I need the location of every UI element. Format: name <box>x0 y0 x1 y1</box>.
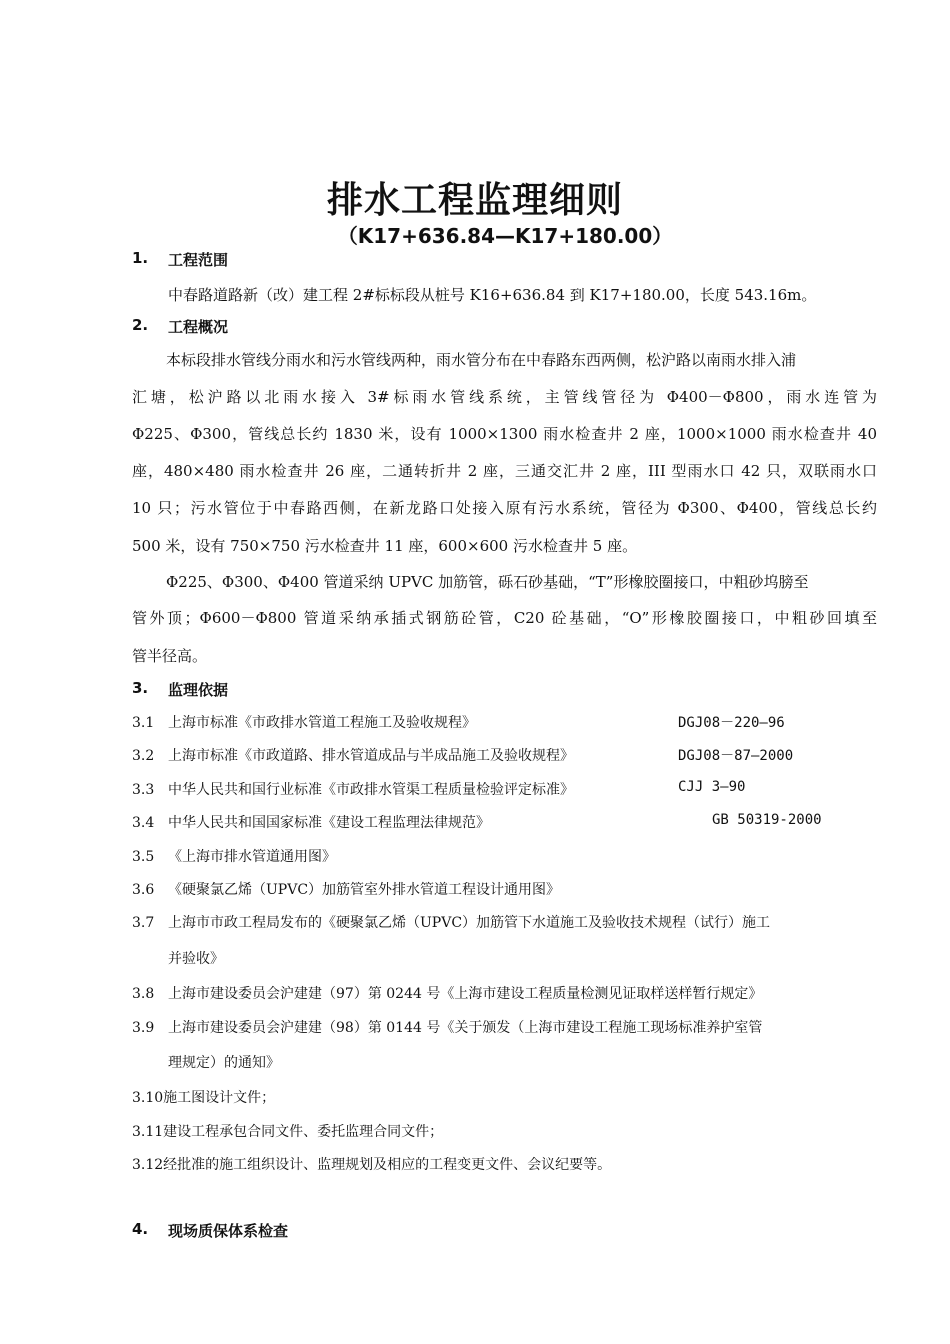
section-3-number: 3. <box>132 679 149 697</box>
overview-p1-line: 座，480×480 雨水检查井 26 座，二通转折井 2 座，三通交汇井 2 座，III 型雨水口 42 只，双联雨水口 <box>132 462 877 480</box>
reference-item <box>132 779 574 799</box>
reference-title: 建设工程承包合同文件、委托监理合同文件； <box>163 1124 444 1140</box>
overview-p1-line: 汇塘，松沪路以北雨水接入 3#标雨水管线系统，主管线管径为 Φ400－Φ800，雨水连管为 <box>132 388 877 406</box>
reference-item <box>132 1121 443 1141</box>
section-1-number: 1. <box>132 249 149 267</box>
reference-item <box>132 1017 762 1037</box>
reference-title: 《硬聚氯乙烯（UPVC）加筋管室外排水管道工程设计通用图》 <box>168 882 561 898</box>
overview-p1-line: 500 米，设有 750×750 污水检查井 11 座，600×600 污水检查井 5 座。 <box>132 537 638 555</box>
reference-item <box>132 712 476 732</box>
scope-text: 中春路道路新（改）建工程 2#标标段从桩号 K16+636.84 到 K17+180.00，长度 543.16m。 <box>168 286 817 304</box>
section-3-heading: 监理依据 <box>168 681 229 699</box>
reference-number: 3.3 <box>132 782 155 798</box>
reference-item <box>132 745 574 765</box>
section-2-number: 2. <box>132 316 149 334</box>
reference-code: CJJ 3—90 <box>678 779 746 795</box>
reference-item <box>132 1154 611 1174</box>
section-4-heading: 现场质保体系检查 <box>168 1222 289 1240</box>
overview-p2-line: 管外顶；Φ600－Φ800 管道采纳承插式钢筋砼管，C20 砼基础，“O”形橡胶圈接口，中粗砂回填至 <box>132 609 877 627</box>
reference-number: 3.11 <box>132 1124 164 1140</box>
reference-title: 施工图设计文件； <box>163 1090 276 1106</box>
reference-title: 《上海市排水管道通用图》 <box>168 849 336 865</box>
reference-number: 3.12 <box>132 1157 164 1173</box>
reference-code: GB 50319-2000 <box>712 812 822 828</box>
reference-number: 3.5 <box>132 849 155 865</box>
overview-p2-line: Φ225、Φ300、Φ400 管道采纳 UPVC 加筋管，砾石砂基础，“T”形橡胶圈接口，中粗砂坞膀至 <box>166 573 809 591</box>
reference-title: 上海市标准《市政道路、排水管道成品与半成品施工及验收规程》 <box>168 748 574 764</box>
reference-item <box>132 1087 275 1107</box>
reference-item <box>132 983 762 1003</box>
reference-title: 上海市建设委员会沪建建（97）第 0244 号《上海市建设工程质量检测见证取样送样暂行规定》 <box>168 986 763 1002</box>
reference-item <box>132 912 770 932</box>
reference-title: 上海市建设委员会沪建建（98）第 0144 号《关于颁发（上海市建设工程施工现场标准养护室管 <box>168 1020 763 1036</box>
reference-number: 3.6 <box>132 882 155 898</box>
reference-item <box>132 879 560 899</box>
reference-item <box>132 812 490 832</box>
reference-title: 中华人民共和国国家标准《建设工程监理法律规范》 <box>168 815 490 831</box>
reference-code: DGJ08－87—2000 <box>678 748 794 764</box>
reference-title: 上海市标准《市政排水管道工程施工及验收规程》 <box>168 715 476 731</box>
reference-item <box>132 846 336 866</box>
reference-number: 3.10 <box>132 1090 164 1106</box>
reference-title: 上海市市政工程局发布的《硬聚氯乙烯（UPVC）加筋管下水道施工及验收技术规程（试行）施工 <box>168 915 771 931</box>
reference-number: 3.8 <box>132 986 155 1002</box>
reference-code: DGJ08－220—96 <box>678 715 785 731</box>
document-subtitle: （K17+636.84—K17+180.00） <box>337 224 673 248</box>
section-2-heading: 工程概况 <box>168 318 229 336</box>
overview-p2-line: 管半径高。 <box>132 647 208 665</box>
section-1-heading: 工程范围 <box>168 251 229 269</box>
reference-continuation: 并验收》 <box>168 951 224 967</box>
reference-number: 3.7 <box>132 915 155 931</box>
section-4-number: 4. <box>132 1220 149 1238</box>
reference-number: 3.9 <box>132 1020 155 1036</box>
reference-number: 3.1 <box>132 715 155 731</box>
overview-p1-line: 10 只；污水管位于中春路西侧，在新龙路口处接入原有污水系统，管径为 Φ300、Φ400，管线总长约 <box>132 499 877 517</box>
reference-title: 中华人民共和国行业标准《市政排水管渠工程质量检验评定标准》 <box>168 782 574 798</box>
reference-title: 经批准的施工组织设计、监理规划及相应的工程变更文件、会议纪要等。 <box>163 1157 612 1173</box>
reference-number: 3.4 <box>132 815 155 831</box>
reference-number: 3.2 <box>132 748 155 764</box>
document-title: 排水工程监理细则 <box>326 180 623 221</box>
overview-p1-line: 本标段排水管线分雨水和污水管线两种，雨水管分布在中春路东西两侧，松沪路以南雨水排入浦 <box>166 351 797 369</box>
reference-continuation: 理规定）的通知》 <box>168 1055 280 1071</box>
overview-p1-line: Φ225、Φ300，管线总长约 1830 米，设有 1000×1300 雨水检查井 2 座，1000×1000 雨水检查井 40 <box>132 425 877 443</box>
